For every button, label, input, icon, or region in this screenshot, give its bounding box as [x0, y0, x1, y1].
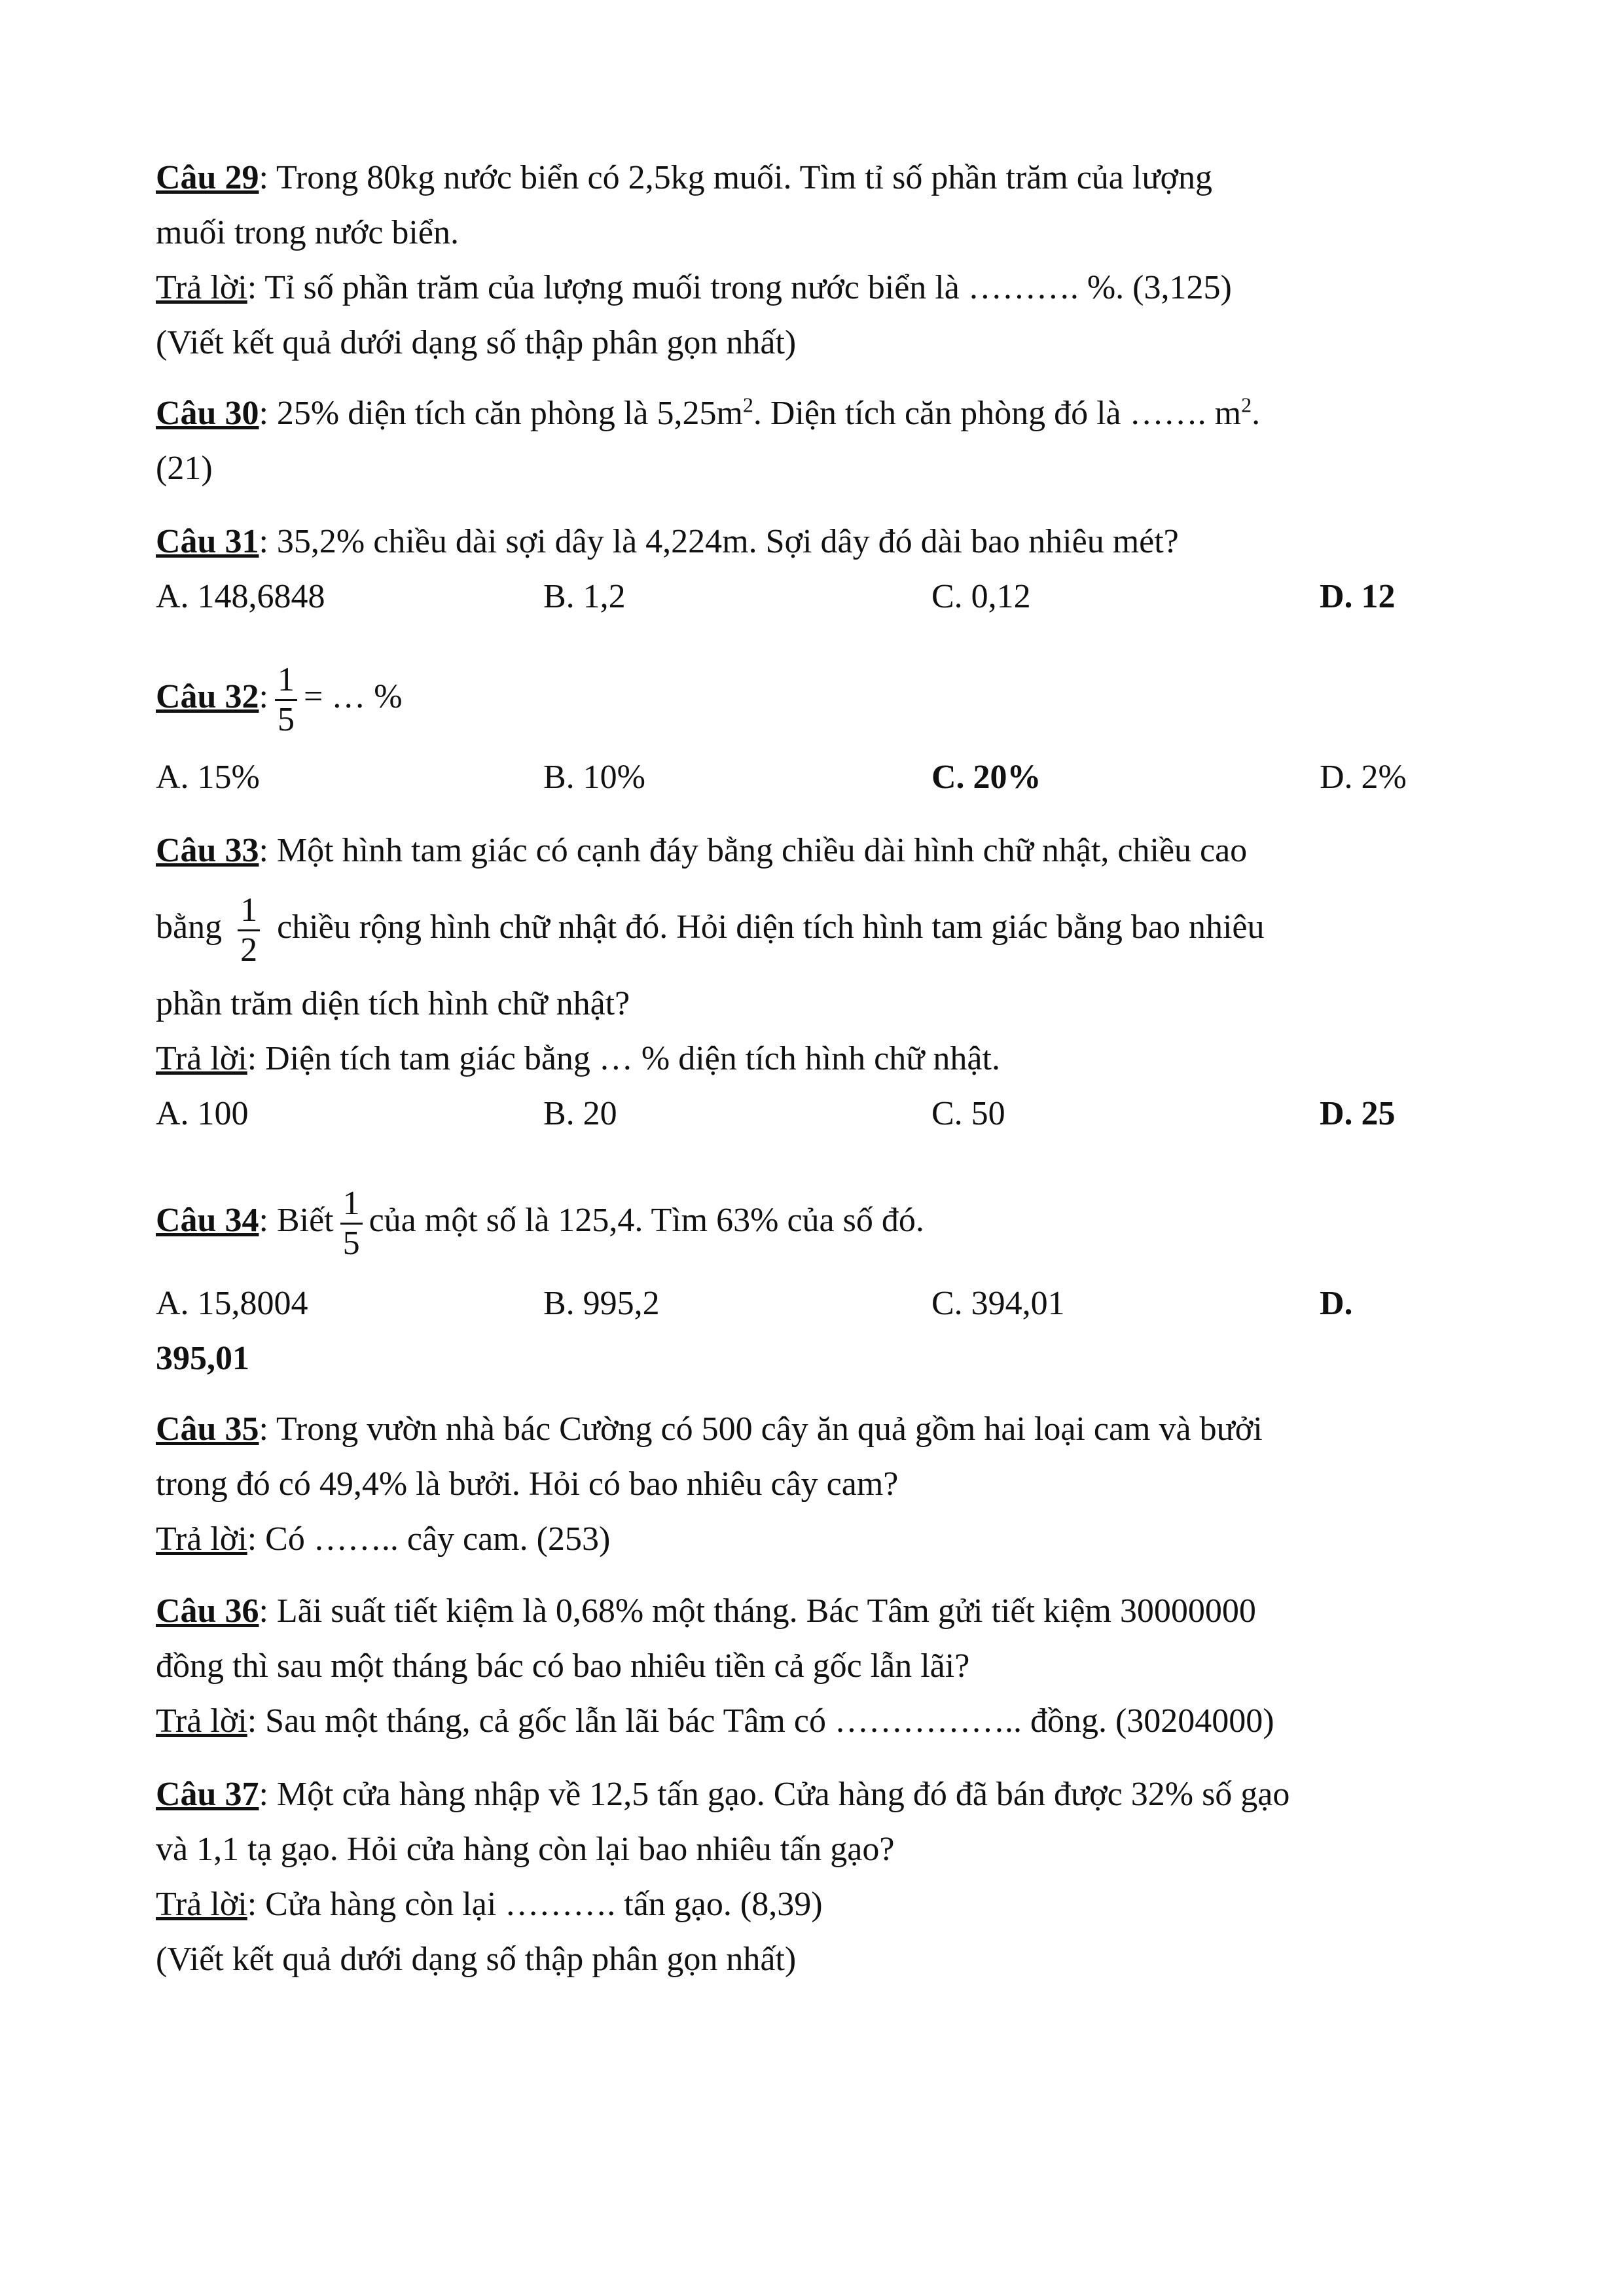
- fraction-numerator: 1: [340, 1185, 363, 1224]
- question-text: . Diện tích căn phòng đó là ……. m: [753, 395, 1242, 432]
- question-text: đồng thì sau một tháng bác có bao nhiêu tiền cả gốc lẫn lãi?: [156, 1647, 970, 1685]
- fraction-denominator: 2: [240, 931, 258, 969]
- options-row: [156, 750, 1491, 805]
- question-label: Câu 35: [156, 1410, 259, 1448]
- option-d: D. 2%: [1320, 759, 1407, 796]
- question-text: : Một cửa hàng nhập về 12,5 tấn gạo. Cửa hàng đó đã bán được 32% số gạo: [259, 1776, 1290, 1813]
- option-a: A. 100: [156, 1095, 249, 1132]
- question-text: = … %: [303, 678, 403, 715]
- option-a: A. 15%: [156, 759, 260, 796]
- question-text: trong đó có 49,4% là bưởi. Hỏi có bao nhiêu cây cam?: [156, 1465, 899, 1503]
- answer-label: Trả lời: [156, 1040, 247, 1077]
- option-a: A. 148,6848: [156, 578, 325, 615]
- question-label: Câu 34: [156, 1202, 259, 1239]
- question-text: của một số là 125,4. Tìm 63% của số đó.: [369, 1202, 924, 1239]
- question-text: : Trong vườn nhà bác Cường có 500 cây ăn quả gồm hai loại cam và bưởi: [259, 1410, 1263, 1448]
- question-text: muối trong nước biển.: [156, 214, 459, 251]
- question-text: : Một hình tam giác có cạnh đáy bằng chiều dài hình chữ nhật, chiều cao: [259, 832, 1248, 869]
- fraction: [340, 1185, 363, 1261]
- question-33: [156, 823, 1491, 1141]
- fraction-denominator: 5: [342, 1224, 360, 1262]
- option-c: C. 50: [931, 1095, 1005, 1132]
- answer-text: : Diện tích tam giác bằng … % diện tích hình chữ nhật.: [247, 1040, 1000, 1077]
- question-text: và 1,1 tạ gạo. Hỏi cửa hàng còn lại bao nhiêu tấn gạo?: [156, 1831, 895, 1868]
- option-c-correct: C. 20%: [931, 759, 1041, 796]
- option-a: A. 15,8004: [156, 1285, 308, 1322]
- fraction-denominator: 5: [277, 700, 295, 738]
- question-text: chiều rộng hình chữ nhật đó. Hỏi diện tích hình tam giác bằng bao nhiêu: [277, 908, 1265, 946]
- question-label: Câu 29: [156, 159, 259, 196]
- question-label: Câu 30: [156, 395, 259, 432]
- question-text: bằng: [156, 908, 223, 946]
- answer-note: (Viết kết quả dưới dạng số thập phân gọn nhất): [156, 1941, 797, 1978]
- question-text: :: [259, 678, 268, 715]
- answer-text: : Cửa hàng còn lại ………. tấn gạo. (8,39): [247, 1886, 823, 1923]
- option-c: C. 394,01: [931, 1285, 1065, 1322]
- option-d-correct: D. 12: [1320, 578, 1396, 615]
- question-text: : Lãi suất tiết kiệm là 0,68% một tháng. Bác Tâm gửi tiết kiệm 30000000: [259, 1592, 1256, 1630]
- option-d-value: 395,01: [156, 1340, 249, 1377]
- question-31: [156, 514, 1491, 624]
- question-text: : 35,2% chiều dài sợi dây là 4,224m. Sợi dây đó dài bao nhiêu mét?: [259, 523, 1179, 560]
- question-30: [156, 386, 1491, 496]
- question-32: [156, 648, 1491, 805]
- superscript: 2: [1241, 393, 1252, 417]
- question-34: [156, 1172, 1491, 1386]
- question-label: Câu 37: [156, 1776, 259, 1813]
- question-label: Câu 31: [156, 523, 259, 560]
- question-37: [156, 1767, 1491, 1987]
- question-35: [156, 1402, 1491, 1567]
- fraction-numerator: 1: [238, 891, 260, 931]
- superscript: 2: [742, 393, 753, 417]
- answer-label: Trả lời: [156, 1702, 247, 1740]
- answer-label: Trả lời: [156, 1520, 247, 1558]
- question-text: : 25% diện tích căn phòng là 5,25m: [259, 395, 743, 432]
- question-text: .: [1252, 395, 1261, 432]
- options-row: [156, 1276, 1491, 1331]
- question-29: [156, 151, 1491, 370]
- answer-label: Trả lời: [156, 269, 247, 306]
- fraction: [238, 891, 260, 968]
- answer-value: (21): [156, 450, 213, 487]
- question-36: [156, 1584, 1491, 1749]
- question-text: : Biết: [259, 1202, 334, 1239]
- answer-label: Trả lời: [156, 1886, 247, 1923]
- options-row: [156, 569, 1491, 624]
- answer-note: (Viết kết quả dưới dạng số thập phân gọn nhất): [156, 324, 797, 361]
- option-b: B. 995,2: [543, 1285, 660, 1322]
- option-b: B. 20: [543, 1095, 617, 1132]
- question-text: phần trăm diện tích hình chữ nhật?: [156, 985, 630, 1022]
- option-b: B. 10%: [543, 759, 645, 796]
- fraction-numerator: 1: [275, 661, 297, 700]
- answer-text: : Tỉ số phần trăm của lượng muối trong nước biển là ………. %. (3,125): [247, 269, 1232, 306]
- option-c: C. 0,12: [931, 578, 1031, 615]
- fraction: [275, 661, 297, 738]
- answer-text: : Có …….. cây cam. (253): [247, 1520, 611, 1558]
- question-label: Câu 32: [156, 678, 259, 715]
- options-row: [156, 1086, 1491, 1141]
- question-label: Câu 33: [156, 832, 259, 869]
- option-d-correct: D.: [1320, 1285, 1353, 1322]
- option-b: B. 1,2: [543, 578, 626, 615]
- question-text: : Trong 80kg nước biển có 2,5kg muối. Tìm tỉ số phần trăm của lượng: [259, 159, 1213, 196]
- question-label: Câu 36: [156, 1592, 259, 1630]
- answer-text: : Sau một tháng, cả gốc lẫn lãi bác Tâm có …………….. đồng. (30204000): [247, 1702, 1274, 1740]
- option-d-correct: D. 25: [1320, 1095, 1396, 1132]
